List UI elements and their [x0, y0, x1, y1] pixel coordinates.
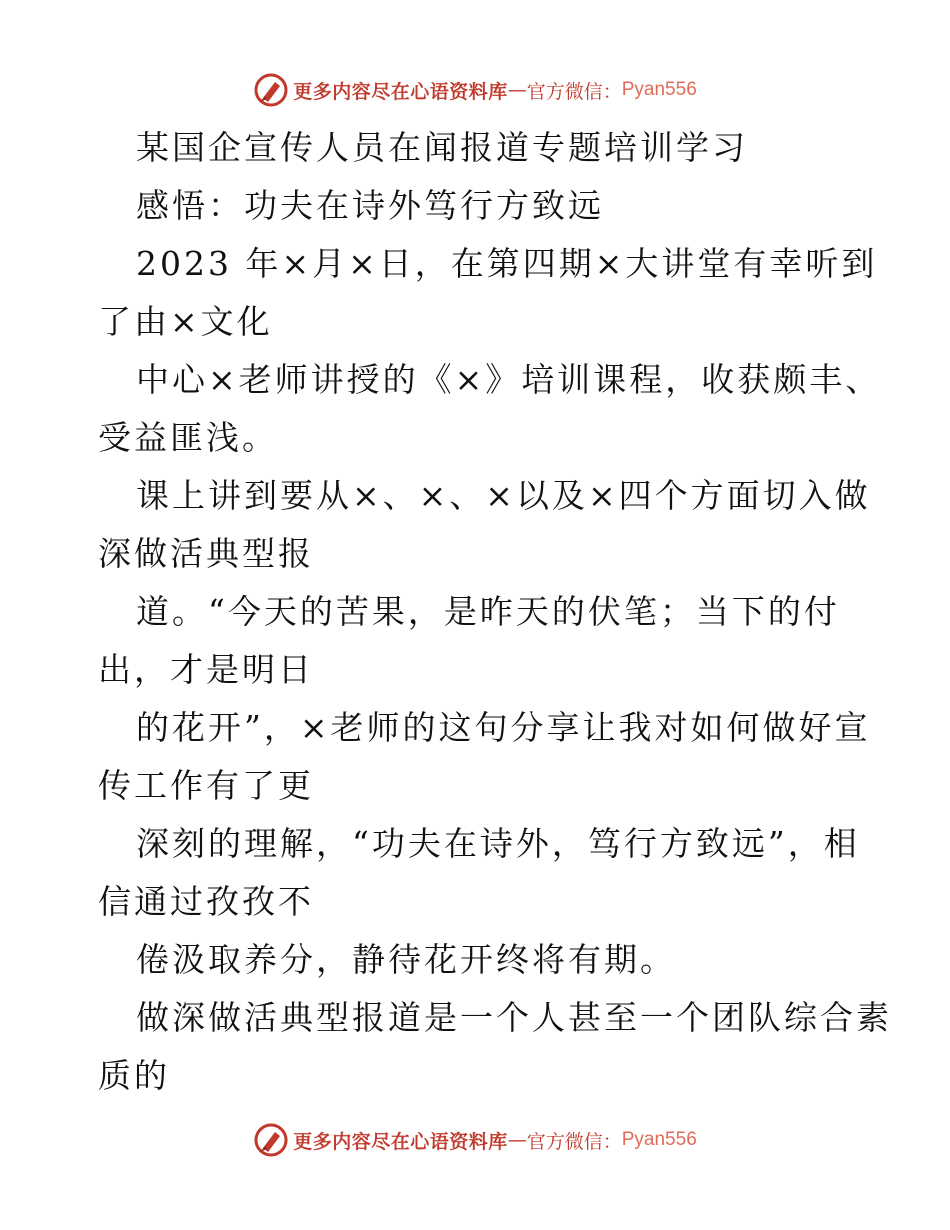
text-line: 2023 年×月×日，在第四期×大讲堂有幸听到 — [136, 244, 878, 283]
text-line: 中心×老师讲授的《×》培训课程，收获颇丰、 — [136, 360, 882, 399]
text-line: 道。“今天的苦果，是昨天的伏笔；当下的付 — [136, 592, 840, 631]
text-line: 某国企宣传人员在闻报道专题培训学习 — [136, 128, 748, 167]
watermark-official-label: 官方微信： — [526, 80, 622, 103]
pen-nib-logo-icon — [253, 72, 289, 108]
watermark-brand: 更多内容尽在心语资料库 — [293, 1130, 508, 1153]
text-line: 信通过孜孜不 — [98, 882, 314, 921]
text-line: 受益匪浅。 — [98, 418, 278, 457]
watermark-separator: — — [507, 79, 527, 101]
text-line: 出，才是明日 — [98, 650, 314, 689]
text-line: 了由×文化 — [98, 302, 273, 341]
text-line: 传工作有了更 — [98, 766, 314, 805]
footer-watermark — [0, 1120, 950, 1160]
watermark-brand: 更多内容尽在心语资料库 — [293, 80, 508, 103]
pen-nib-logo-icon — [253, 1122, 289, 1158]
text-line: 深刻的理解，“功夫在诗外，笃行方致远”，相 — [136, 824, 860, 863]
header-watermark — [0, 70, 950, 110]
text-line: 深做活典型报 — [98, 534, 314, 573]
text-line: 感悟：功夫在诗外笃行方致远 — [136, 186, 604, 225]
text-line: 的花开”，×老师的这句分享让我对如何做好宣 — [136, 708, 871, 747]
text-line: 质的 — [98, 1056, 170, 1095]
watermark-separator: — — [507, 1129, 527, 1151]
text-line: 课上讲到要从×、×、×以及×四个方面切入做 — [136, 476, 871, 515]
text-line: 做深做活典型报道是一个人甚至一个团队综合素 — [136, 998, 892, 1037]
watermark-id: Pyan556 — [621, 1129, 697, 1150]
watermark-official-label: 官方微信： — [526, 1130, 622, 1153]
watermark-id: Pyan556 — [621, 79, 697, 100]
text-line: 倦汲取养分，静待花开终将有期。 — [136, 940, 676, 979]
